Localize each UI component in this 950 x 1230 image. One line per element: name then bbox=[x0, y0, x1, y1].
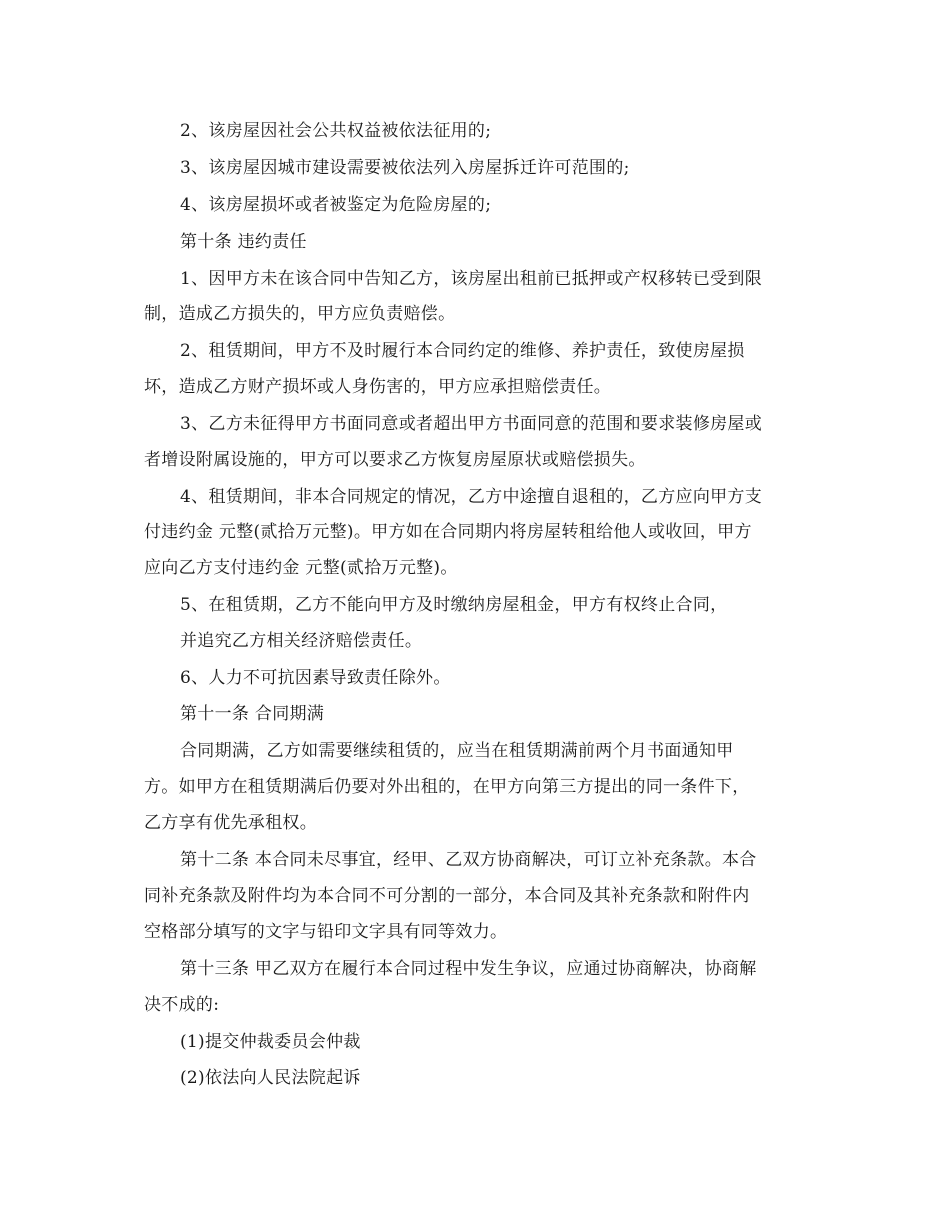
clause-10-item-4-line-1: 4、租赁期间，非本合同规定的情况，乙方中途擅自退租的，乙方应向甲方支 bbox=[180, 487, 763, 507]
clause-13-line-2: 决不成的: bbox=[144, 995, 220, 1015]
clause-11-body-line-2: 方。如甲方在租赁期满后仍要对外出租的，在甲方向第三方提出的同一条件下， bbox=[144, 777, 750, 797]
clause-10-item-2-line-1: 2、租赁期间，甲方不及时履行本合同约定的维修、养护责任，致使房屋损 bbox=[180, 341, 745, 361]
clause-10-item-4-line-2: 付违约金 元整(贰拾万元整)。甲方如在合同期内将房屋转租给他人或收回，甲方 bbox=[144, 522, 752, 542]
clause-10-item-3-line-1: 3、乙方未征得甲方书面同意或者超出甲方书面同意的范围和要求装修房屋或 bbox=[180, 414, 763, 434]
clause-13-option-1: (1)提交仲裁委员会仲裁 bbox=[180, 1032, 361, 1052]
clause-9-item-3: 3、该房屋因城市建设需要被依法列入房屋拆迁许可范围的; bbox=[180, 158, 630, 178]
clause-10-item-3-line-2: 者增设附属设施的，甲方可以要求乙方恢复房屋原状或赔偿损失。 bbox=[144, 450, 646, 470]
clause-13-line-1: 第十三条 甲乙双方在履行本合同过程中发生争议，应通过协商解决，协商解 bbox=[180, 959, 757, 979]
clause-9-item-2: 2、该房屋因社会公共权益被依法征用的; bbox=[180, 121, 492, 141]
clause-13-option-2: (2)依法向人民法院起诉 bbox=[180, 1068, 361, 1088]
clause-10-item-1-line-1: 1、因甲方未在该合同中告知乙方，该房屋出租前已抵押或产权移转已受到限 bbox=[180, 269, 763, 289]
clause-12-line-3: 空格部分填写的文字与铅印文字具有同等效力。 bbox=[144, 922, 508, 942]
clause-9-item-4: 4、该房屋损坏或者被鉴定为危险房屋的; bbox=[180, 195, 492, 215]
clause-10-item-4-line-3: 应向乙方支付违约金 元整(贰拾万元整)。 bbox=[144, 558, 458, 578]
clause-11-body-line-1: 合同期满，乙方如需要继续租赁的，应当在租赁期满前两个月书面通知甲 bbox=[180, 741, 734, 761]
clause-11-body-line-3: 乙方享有优先承租权。 bbox=[144, 813, 317, 833]
clause-10-heading: 第十条 违约责任 bbox=[180, 232, 307, 252]
clause-10-item-1-line-2: 制，造成乙方损失的，甲方应负责赔偿。 bbox=[144, 304, 456, 324]
clause-11-heading: 第十一条 合同期满 bbox=[180, 704, 325, 724]
clause-12-line-2: 同补充条款及附件均为本合同不可分割的一部分，本合同及其补充条款和附件内 bbox=[144, 886, 750, 906]
clause-10-item-5-line-2: 并追究乙方相关经济赔偿责任。 bbox=[180, 631, 423, 651]
clause-12-line-1: 第十二条 本合同未尽事宜，经甲、乙双方协商解决，可订立补充条款。本合 bbox=[180, 850, 757, 870]
clause-10-item-5-line-1: 5、在租赁期，乙方不能向甲方及时缴纳房屋租金，甲方有权终止合同， bbox=[180, 595, 728, 615]
clause-10-item-2-line-2: 坏，造成乙方财产损坏或人身伤害的，甲方应承担赔偿责任。 bbox=[144, 377, 612, 397]
clause-10-item-6: 6、人力不可抗因素导致责任除外。 bbox=[180, 668, 451, 688]
